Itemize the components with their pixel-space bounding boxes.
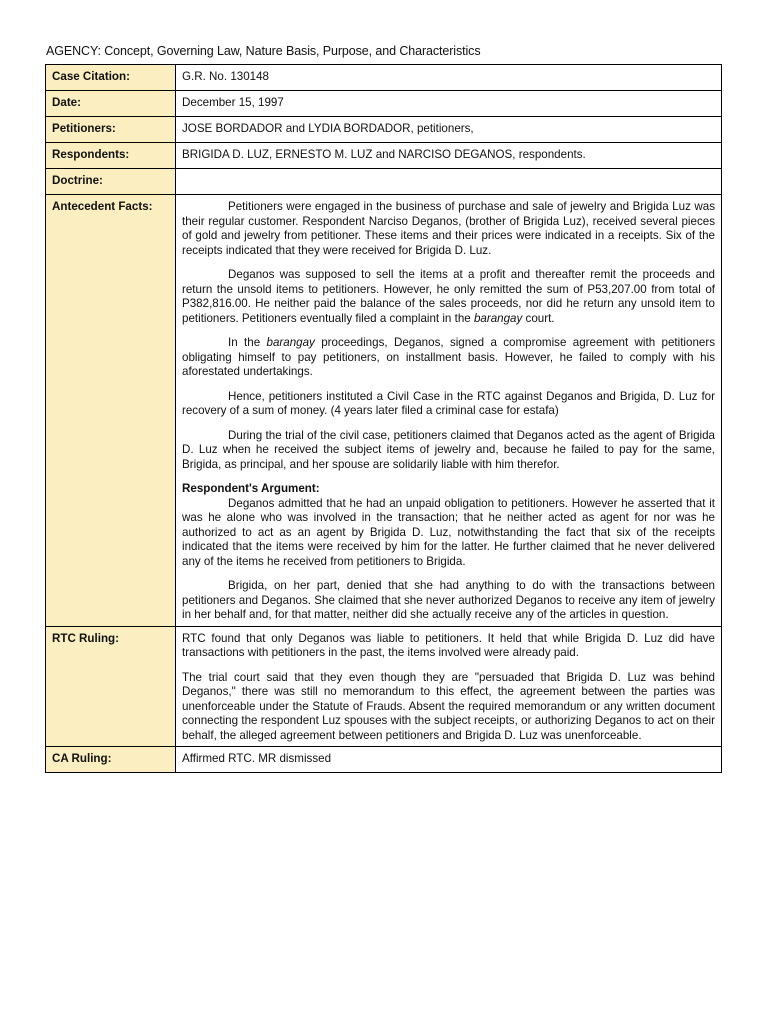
rtc-paragraph: RTC found that only Deganos was liable to petitioners. It held that while Brigida D. Luz did have transactions with petitioners in the past, the items involved were already paid. (182, 631, 715, 659)
facts-text: In the (228, 336, 267, 349)
facts-text: proceedings, Deganos, signed a compromise agreement with petitioners obligating himself to pay petitioners, on installment basis. However, he failed to comply with his aforestated undertakings. (182, 336, 715, 378)
date-label: Date: (46, 91, 176, 117)
facts-paragraph: Brigida, on her part, denied that she had anything to do with the transactions between petitioners and Deganos. She claimed that she never authorized Deganos to receive any item of jewelry in her behalf and, for that matter, neither did she actually receive any of the articles in question. (182, 579, 715, 621)
antecedent-facts-label: Antecedent Facts: (46, 195, 176, 627)
facts-paragraph: Hence, petitioners instituted a Civil Case in the RTC against Deganos and Brigida, D. Luz for recovery of a sum of money. (4 years later filed a criminal case for estafa) (182, 389, 715, 417)
facts-paragraph (182, 268, 715, 326)
row-petitioners (46, 117, 722, 143)
rtc-ruling-value (176, 626, 722, 747)
row-ca-ruling (46, 747, 722, 773)
ca-ruling-value: Affirmed RTC. MR dismissed (176, 747, 722, 773)
rtc-paragraph: The trial court said that they even though they are "persuaded that Brigida D. Luz was behind Deganos," there was still no memorandum to this effect, the agreement between the parties was unenforceable under the Statute of Frauds. Absent the required memorandum or any written document connecting the respondent Luz spouses with the subject receipts, or authorizing Deganos to act on their behalf, the alleged agreement between petitioners and Brigida D. Luz was unenforceable. (182, 670, 715, 742)
rtc-ruling-label: RTC Ruling: (46, 626, 176, 747)
petitioners-value: JOSE BORDADOR and LYDIA BORDADOR, petitioners, (176, 117, 722, 143)
facts-paragraph: During the trial of the civil case, petitioners claimed that Deganos acted as the agent of Brigida D. Luz when he received the subject items of jewelry and, because he failed to pay for the same, Brigida, as principal, and her spouse are solidarily liable with him therefor. (182, 428, 715, 471)
facts-paragraph: Deganos admitted that he had an unpaid obligation to petitioners. However he asserted that it was he alone who was involved in the transaction; that he neither acted as agent for nor was he authorized to act as an agent by Brigida D. Luz, notwithstanding the fact that six of the receipts indicated that the items were received by him for the latter. He further claimed that he never delivered any of the items he received from petitioners to Brigida. (182, 496, 715, 568)
facts-text: Deganos was supposed to sell the items at a profit and thereafter remit the proceeds and return the unsold items to petitioners. However, he only remitted the sum of P53,207.00 from total of P382,816.00. He neither paid the balance of the sales proceeds, nor did he return any unsold item to petitioners. Petitioners eventually filed a complaint in the (182, 268, 715, 325)
row-rtc-ruling (46, 626, 722, 747)
row-antecedent-facts (46, 195, 722, 627)
respondents-label: Respondents: (46, 143, 176, 169)
antecedent-facts-value (176, 195, 722, 627)
respondent-argument-heading (182, 482, 715, 497)
doctrine-value (176, 169, 722, 195)
facts-text: court. (522, 311, 555, 325)
respondents-value: BRIGIDA D. LUZ, ERNESTO M. LUZ and NARCISO DEGANOS, respondents. (176, 143, 722, 169)
facts-paragraph (182, 336, 715, 380)
petitioners-label: Petitioners: (46, 117, 176, 143)
case-citation-value: G.R. No. 130148 (176, 65, 722, 91)
row-respondents (46, 143, 722, 169)
facts-emphasis: barangay (266, 336, 315, 349)
ca-ruling-label: CA Ruling: (46, 747, 176, 773)
row-date (46, 91, 722, 117)
case-digest-table (45, 64, 722, 773)
date-value: December 15, 1997 (176, 91, 722, 117)
case-citation-label: Case Citation: (46, 65, 176, 91)
row-case-citation (46, 65, 722, 91)
facts-emphasis: barangay (473, 311, 523, 325)
facts-paragraph: Petitioners were engaged in the business of purchase and sale of jewelry and Brigida Luz was their regular customer. Respondent Narciso Deganos, (brother of Brigida Luz), received several pieces of gold and jewelry from petitioner. These items and their prices were indicated in a receipts. Six of the receipts indicated that they were received for Brigida D. Luz. (182, 200, 715, 257)
document-heading: AGENCY: Concept, Governing Law, Nature Basis, Purpose, and Characteristics (46, 44, 481, 58)
doctrine-label: Doctrine: (46, 169, 176, 195)
row-doctrine (46, 169, 722, 195)
respondent-argument-title: Respondent's Argument: (182, 482, 320, 495)
